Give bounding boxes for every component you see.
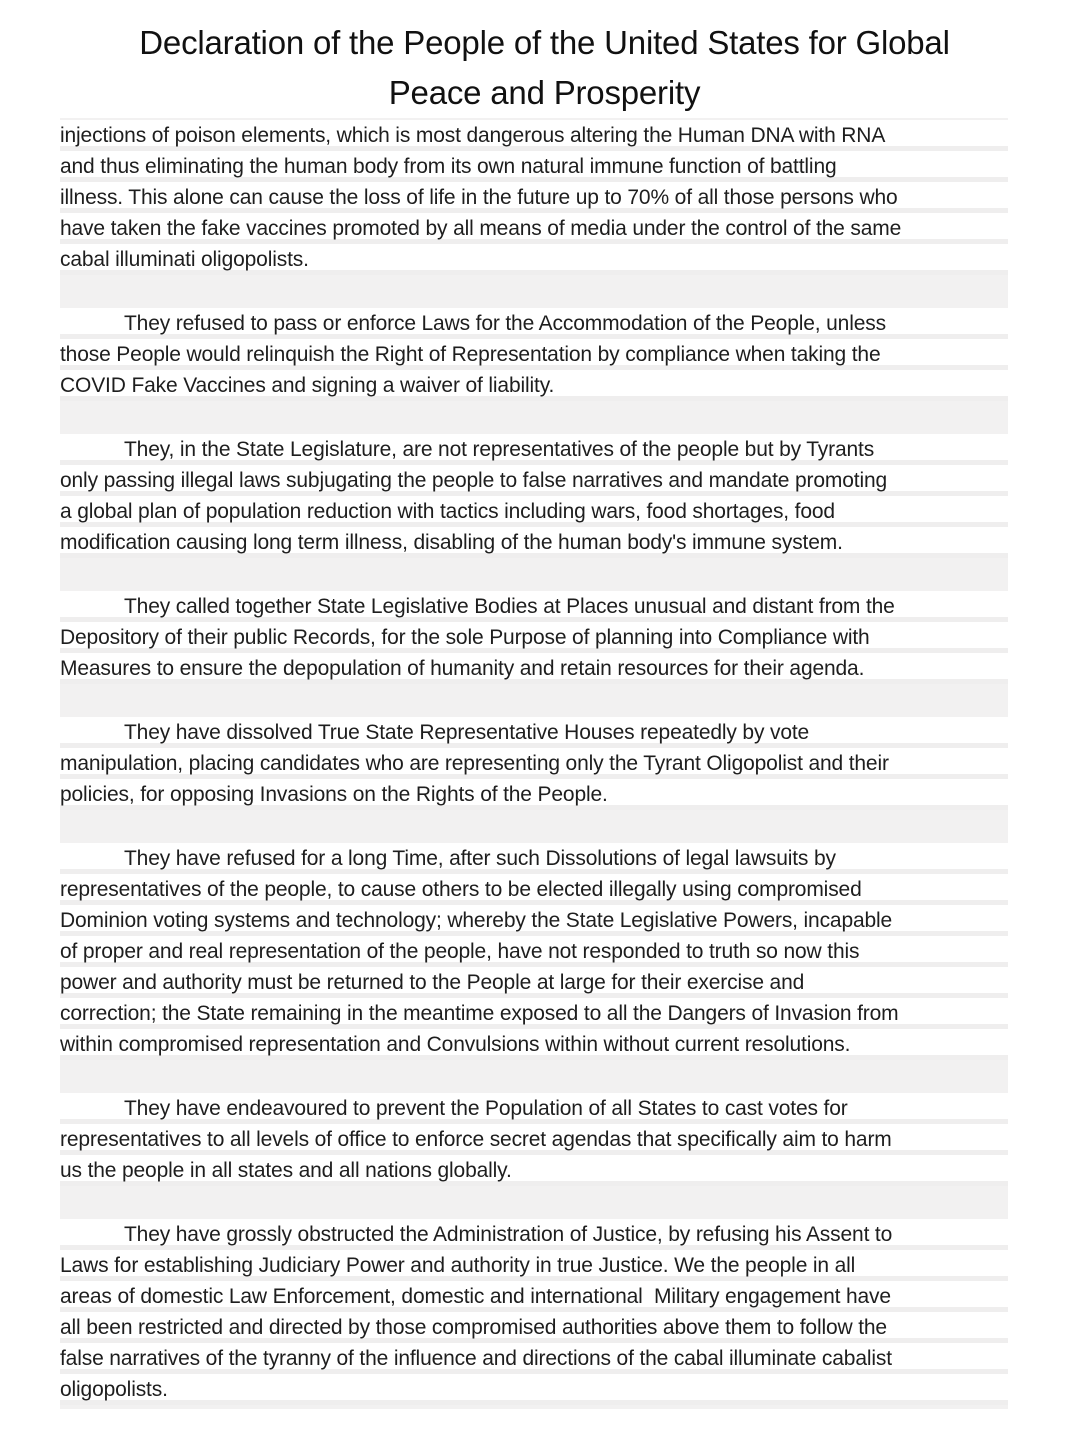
paragraph-line: oligopolists. xyxy=(60,1374,1008,1405)
paragraph-line: all been restricted and directed by those compromised authorities above them to follow the xyxy=(60,1312,1008,1343)
document-title xyxy=(0,0,1089,118)
paragraph-line: areas of domestic Law Enforcement, domestic and international Military engagement have xyxy=(60,1281,1008,1312)
paragraph-line: a global plan of population reduction with tactics including wars, food shortages, food xyxy=(60,496,1008,527)
paragraph-line: of proper and real representation of the people, have not responded to truth so now this xyxy=(60,936,1008,967)
paragraph-line: us the people in all states and all nations globally. xyxy=(60,1155,1008,1186)
paragraph-line: those People would relinquish the Right of Representation by compliance when taking the xyxy=(60,339,1008,370)
paragraph xyxy=(60,717,1008,810)
paragraph-line: They called together State Legislative Bodies at Places unusual and distant from the xyxy=(60,591,1008,622)
paragraph-line: Dominion voting systems and technology; whereby the State Legislative Powers, incapable xyxy=(60,905,1008,936)
paragraph-line: Depository of their public Records, for the sole Purpose of planning into Compliance with xyxy=(60,622,1008,653)
paragraph-line: injections of poison elements, which is most dangerous altering the Human DNA with RNA xyxy=(60,120,1008,151)
paragraph-line: policies, for opposing Invasions on the Rights of the People. xyxy=(60,779,1008,810)
paragraph-line: Measures to ensure the depopulation of humanity and retain resources for their agenda. xyxy=(60,653,1008,684)
paragraph xyxy=(60,1093,1008,1186)
paragraph-line: only passing illegal laws subjugating the people to false narratives and mandate promoting xyxy=(60,465,1008,496)
document-body xyxy=(60,118,1008,1409)
paragraph-line: correction; the State remaining in the meantime exposed to all the Dangers of Invasion from xyxy=(60,998,1008,1029)
paragraph-line: Laws for establishing Judiciary Power and authority in true Justice. We the people in all xyxy=(60,1250,1008,1281)
paragraph-line: They have grossly obstructed the Administration of Justice, by refusing his Assent to xyxy=(60,1219,1008,1250)
document-title-line: Peace and Prosperity xyxy=(388,74,701,111)
paragraph-line: COVID Fake Vaccines and signing a waiver of liability. xyxy=(60,370,1008,401)
paragraph-line: and thus eliminating the human body from its own natural immune function of battling xyxy=(60,151,1008,182)
paragraph xyxy=(60,1219,1008,1405)
paragraph-line: illness. This alone can cause the loss of life in the future up to 70% of all those persons who xyxy=(60,182,1008,213)
paragraph xyxy=(60,308,1008,401)
paragraph-line: manipulation, placing candidates who are representing only the Tyrant Oligopolist and their xyxy=(60,748,1008,779)
paragraph-line: They, in the State Legislature, are not representatives of the people but by Tyrants xyxy=(60,434,1008,465)
paragraph-line: within compromised representation and Convulsions within without current resolutions. xyxy=(60,1029,1008,1060)
paragraph-line: cabal illuminati oligopolists. xyxy=(60,244,1008,275)
paragraph xyxy=(60,843,1008,1060)
document-title-line: Declaration of the People of the United States for Global xyxy=(139,24,950,61)
paragraph-line: They have refused for a long Time, after such Dissolutions of legal lawsuits by xyxy=(60,843,1008,874)
paragraph xyxy=(60,434,1008,558)
paragraph-line: representatives of the people, to cause others to be elected illegally using compromised xyxy=(60,874,1008,905)
paragraph-line: modification causing long term illness, disabling of the human body's immune system. xyxy=(60,527,1008,558)
paragraph-line: They refused to pass or enforce Laws for the Accommodation of the People, unless xyxy=(60,308,1008,339)
paragraph-line: false narratives of the tyranny of the influence and directions of the cabal illuminate cabalist xyxy=(60,1343,1008,1374)
paragraph-line: representatives to all levels of office to enforce secret agendas that specifically aim to harm xyxy=(60,1124,1008,1155)
paragraph-line: They have dissolved True State Representative Houses repeatedly by vote xyxy=(60,717,1008,748)
paragraph xyxy=(60,120,1008,275)
paragraph-line: They have endeavoured to prevent the Population of all States to cast votes for xyxy=(60,1093,1008,1124)
paragraph xyxy=(60,591,1008,684)
paragraph-line: power and authority must be returned to the People at large for their exercise and xyxy=(60,967,1008,998)
paragraph-line: have taken the fake vaccines promoted by all means of media under the control of the same xyxy=(60,213,1008,244)
